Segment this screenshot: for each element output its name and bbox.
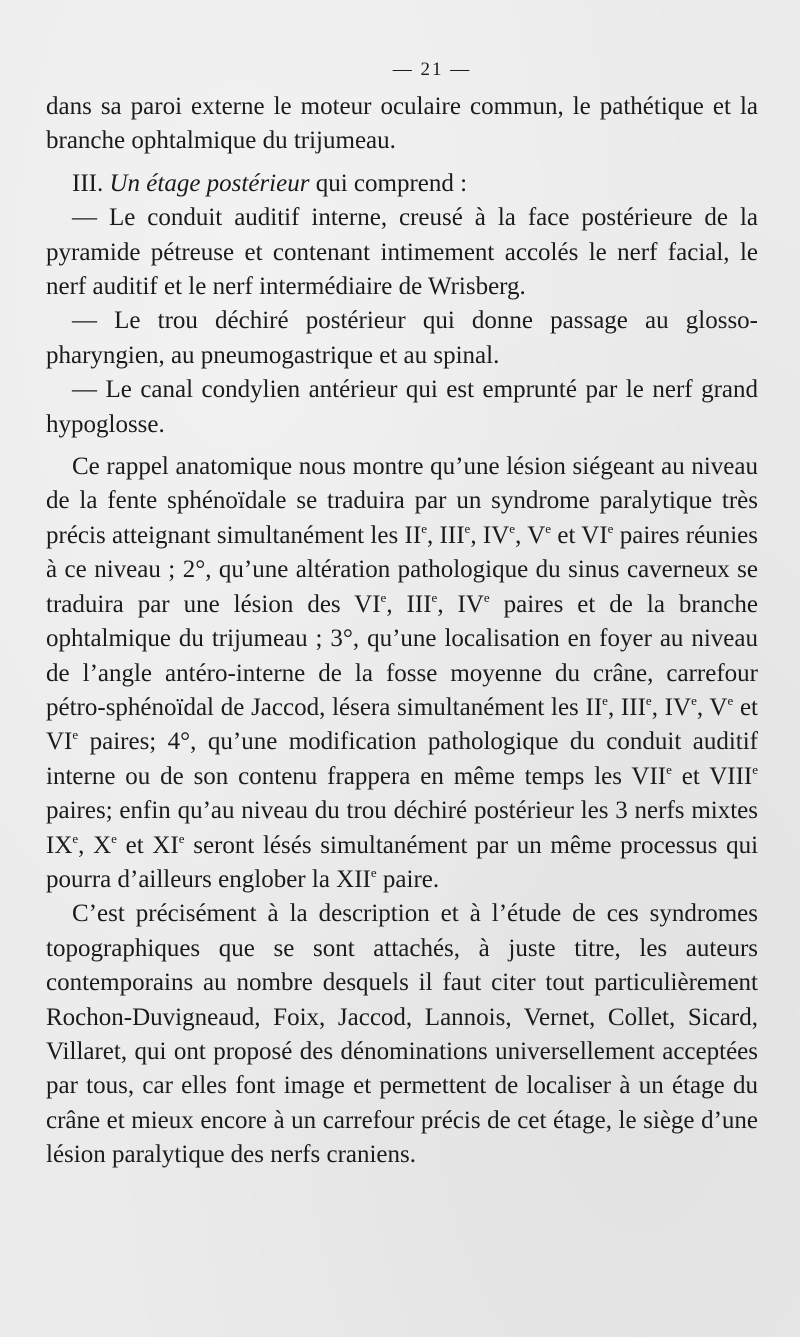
superscript: e bbox=[509, 520, 516, 536]
text-run: et VIII bbox=[671, 762, 753, 790]
superscript: e bbox=[431, 589, 438, 605]
superscript: e bbox=[602, 692, 608, 708]
text-run: et VI bbox=[46, 693, 759, 756]
superscript: e bbox=[178, 830, 185, 846]
text-run: , III bbox=[426, 521, 465, 549]
paragraph-2-rest: qui comprend : bbox=[309, 169, 468, 197]
text-run: Ce rappel anatomique nous montre qu’une lésion siégeant au niveau de la fente sphénoïdale se traduira par un syndrome paralytique très précis atteignant simultanément les II bbox=[46, 453, 758, 549]
paragraph-2-numeral: III. bbox=[72, 169, 110, 197]
text-run: paire. bbox=[376, 865, 440, 893]
text-run: seront lésés simultanément par un même processus qui pourra d’ailleurs englober la XII bbox=[46, 831, 759, 893]
superscript: e bbox=[111, 830, 117, 846]
superscript: e bbox=[380, 589, 387, 605]
superscript: e bbox=[421, 520, 427, 536]
paragraph-4: — Le trou déchiré postérieur qui donne passage au glosso-pharyngien, au pneumogastrique et au spinal. bbox=[46, 307, 758, 369]
text-run: , V bbox=[515, 521, 546, 549]
page-number: — 21 — bbox=[392, 59, 472, 80]
superscript: e bbox=[464, 520, 471, 536]
text-run: paires; enfin qu’au niveau du trou déchiré postérieur les 3 nerfs mixtes IX bbox=[46, 797, 758, 859]
superscript: e bbox=[370, 864, 377, 880]
text-run: , IV bbox=[651, 693, 692, 721]
text-run: et XI bbox=[116, 831, 179, 859]
paragraph-7: C’est précisément à la description et à l’étude de ces syndromes topographiques que se sont attachés, à juste titre, les auteurs contemporains au nombre desquels il faut citer tout particulièrement Rochon-Duvigneaud, Foix, Jaccod, Lannois, Vernet, Collet, Sicard, Villaret, qui ont proposé des dénominations universellement acceptées par tous, car elles font image et permettent de localiser à un étage du crâne et mieux encore à un carrefour précis de cet étage, le siège d’une lésion paralytique des nerfs craniens. bbox=[46, 900, 758, 1169]
superscript: e bbox=[72, 727, 79, 743]
text-run: , IV bbox=[437, 590, 484, 618]
paragraph-2 bbox=[46, 167, 758, 201]
text-run: et VI bbox=[551, 521, 608, 549]
superscript: e bbox=[483, 589, 490, 605]
superscript: e bbox=[607, 520, 614, 536]
text-run: , X bbox=[78, 831, 112, 859]
text-run: , III bbox=[386, 590, 432, 618]
superscript: e bbox=[691, 692, 697, 708]
text-run: paires et de la branche ophtalmique du trijumeau ; 3°, qu’une localisation en foyer au niveau de l’angle antéro-interne de la fosse moyenne du crâne, carrefour pétro-sphénoïdal de Jaccod, lésera simultanément les II bbox=[46, 590, 758, 721]
superscript: e bbox=[72, 830, 79, 846]
text-run: paires réunies à ce niveau ; 2°, qu’une altération pathologique du sinus caverneux se traduira par une lésion des VI bbox=[46, 521, 758, 618]
text-run: paires; 4°, qu’une modification pathologique du conduit auditif interne ou de son contenu frappera en même temps les VII bbox=[46, 728, 758, 790]
text-run: , V bbox=[696, 693, 728, 721]
superscript: e bbox=[666, 761, 672, 777]
text-run: , III bbox=[607, 693, 646, 721]
paragraph-1: dans sa paroi externe le moteur oculaire commun, le pathétique et la branche ophtalmique du trijumeau. bbox=[46, 93, 758, 155]
superscript: e bbox=[727, 692, 734, 708]
paragraph-3: — Le conduit auditif interne, creusé à la face postérieure de la pyramide pétreuse et contenant intimement accolés le nerf facial, le nerf auditif et le nerf intermédiaire de Wrisberg. bbox=[46, 204, 758, 301]
superscript: e bbox=[545, 520, 552, 536]
book-page bbox=[46, 50, 758, 1173]
superscript: e bbox=[645, 692, 652, 708]
text-run: , IV bbox=[470, 521, 510, 549]
paragraph-6 bbox=[46, 450, 758, 897]
superscript: e bbox=[752, 761, 759, 777]
paragraph-5: — Le canal condylien antérieur qui est emprunté par le nerf grand hypoglosse. bbox=[46, 376, 758, 438]
paragraph-2-italic-heading: Un étage postérieur bbox=[109, 169, 310, 197]
